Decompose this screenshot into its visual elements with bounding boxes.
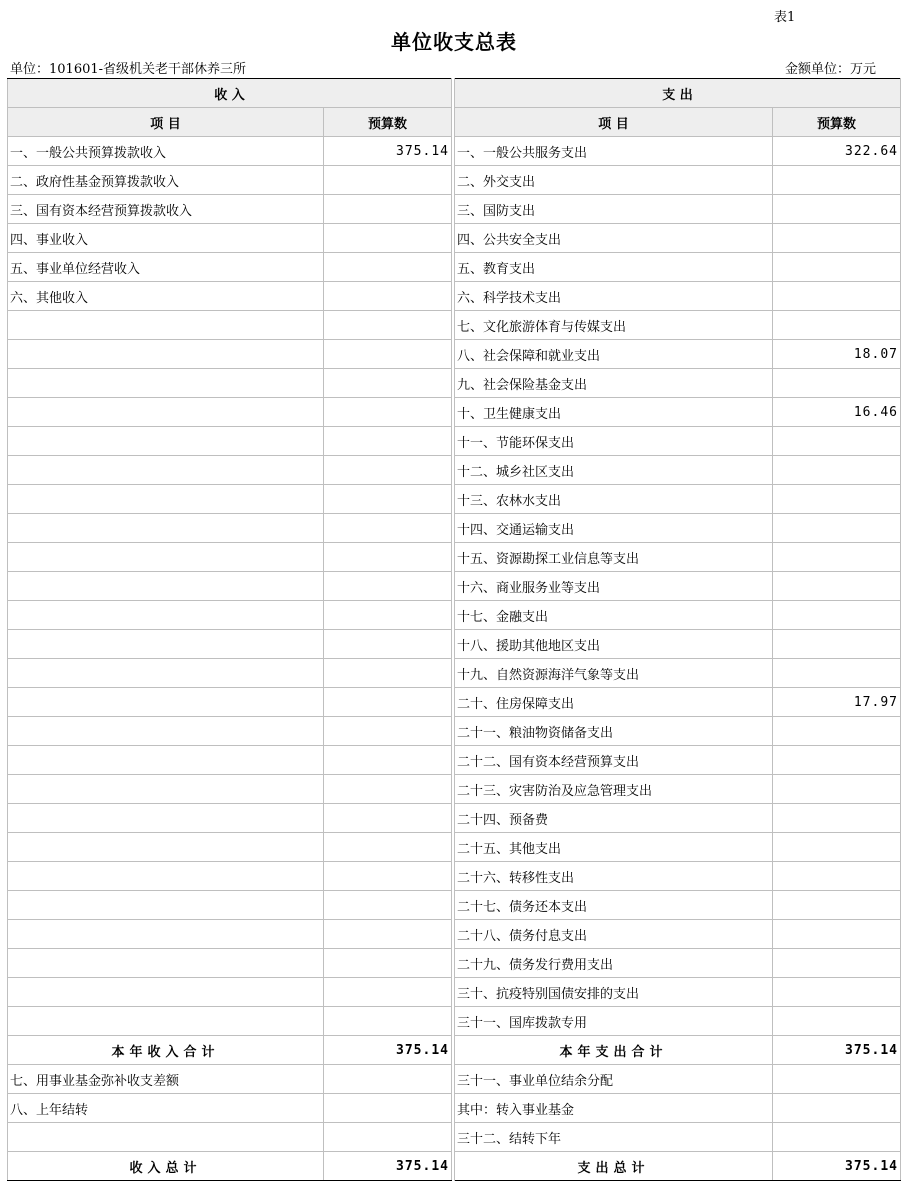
income-amount-cell <box>324 572 452 601</box>
income-item-cell <box>8 833 324 862</box>
expense-amount-cell: 18.07 <box>773 340 901 369</box>
expense-amount-cell <box>773 949 901 978</box>
income-amount-cell <box>324 514 452 543</box>
income-item-cell <box>8 485 324 514</box>
income-item-cell <box>8 572 324 601</box>
expense-amount-cell <box>773 775 901 804</box>
table-row <box>8 978 901 1007</box>
expense-amount-cell <box>773 1007 901 1036</box>
expense-amount-cell <box>773 804 901 833</box>
table-row <box>8 659 901 688</box>
income-year-total-amount: 375.14 <box>324 1036 452 1065</box>
expense-amount-cell: 16.46 <box>773 398 901 427</box>
year-total-row <box>8 1036 901 1065</box>
table-row <box>8 688 901 717</box>
expense-item-cell: 十四、交通运输支出 <box>455 514 773 543</box>
income-amount-cell <box>324 949 452 978</box>
income-item-cell: 二、政府性基金预算拨款收入 <box>8 166 324 195</box>
table-row <box>8 804 901 833</box>
income-item-cell: 六、其他收入 <box>8 282 324 311</box>
income-amount-cell: 375.14 <box>324 137 452 166</box>
income-amount-cell <box>324 195 452 224</box>
table-row <box>8 137 901 166</box>
income-item-cell: 一、一般公共预算拨款收入 <box>8 137 324 166</box>
expense-amount-cell <box>773 833 901 862</box>
table-row <box>8 166 901 195</box>
income-item-cell <box>8 746 324 775</box>
income-year-total-label: 本年收入合计 <box>8 1036 324 1065</box>
income-amount-cell <box>324 862 452 891</box>
income-amount-cell <box>324 485 452 514</box>
income-amount-cell <box>324 920 452 949</box>
income-item-cell <box>8 978 324 1007</box>
table-row <box>8 340 901 369</box>
expense-amount-header: 预算数 <box>773 108 901 137</box>
expense-amount-cell <box>773 282 901 311</box>
income-item-cell <box>8 717 324 746</box>
expense-item-cell: 二十九、债务发行费用支出 <box>455 949 773 978</box>
expense-item-cell: 七、文化旅游体育与传媒支出 <box>455 311 773 340</box>
expense-item-cell: 三十一、国库拨款专用 <box>455 1007 773 1036</box>
table-row <box>8 746 901 775</box>
expense-amount-cell <box>773 572 901 601</box>
expense-amount-cell <box>773 195 901 224</box>
income-amount-cell <box>324 311 452 340</box>
expense-amount-cell <box>773 1065 901 1094</box>
expense-item-cell: 十七、金融支出 <box>455 601 773 630</box>
expense-item-cell: 十九、自然资源海洋气象等支出 <box>455 659 773 688</box>
expense-amount-cell <box>773 746 901 775</box>
table-row <box>8 949 901 978</box>
expense-amount-cell <box>773 920 901 949</box>
currency-unit-label: 金额单位：万元 <box>785 62 877 77</box>
section-header-row <box>8 79 901 108</box>
income-amount-cell <box>324 166 452 195</box>
expense-item-cell: 十、卫生健康支出 <box>455 398 773 427</box>
income-item-cell: 八、上年结转 <box>8 1094 324 1123</box>
income-grand-total-amount: 375.14 <box>324 1152 452 1181</box>
expense-amount-cell <box>773 166 901 195</box>
expense-item-cell: 三十、抗疫特别国债安排的支出 <box>455 978 773 1007</box>
table-row <box>8 601 901 630</box>
table-row <box>8 891 901 920</box>
income-item-cell <box>8 688 324 717</box>
table-row <box>8 427 901 456</box>
table-row <box>8 630 901 659</box>
expense-grand-total-label: 支出总计 <box>455 1152 773 1181</box>
expense-item-cell: 二十二、国有资本经营预算支出 <box>455 746 773 775</box>
income-item-cell <box>8 398 324 427</box>
expense-item-cell: 二十三、灾害防治及应急管理支出 <box>455 775 773 804</box>
income-amount-cell <box>324 688 452 717</box>
income-amount-cell <box>324 804 452 833</box>
income-item-cell <box>8 601 324 630</box>
expense-amount-cell <box>773 253 901 282</box>
expense-amount-cell <box>773 1094 901 1123</box>
table-row <box>8 775 901 804</box>
expense-amount-cell <box>773 978 901 1007</box>
expense-amount-cell <box>773 456 901 485</box>
income-item-cell <box>8 427 324 456</box>
expense-amount-cell <box>773 717 901 746</box>
expense-item-cell: 其中：转入事业基金 <box>455 1094 773 1123</box>
expense-amount-cell <box>773 891 901 920</box>
income-amount-cell <box>324 253 452 282</box>
income-amount-cell <box>324 717 452 746</box>
column-header-row <box>8 108 901 137</box>
income-amount-cell <box>324 1094 452 1123</box>
income-item-cell <box>8 1123 324 1152</box>
expense-amount-cell <box>773 1123 901 1152</box>
expense-amount-cell <box>773 543 901 572</box>
income-amount-cell <box>324 456 452 485</box>
expense-item-cell: 六、科学技术支出 <box>455 282 773 311</box>
expense-item-cell: 二十八、债务付息支出 <box>455 920 773 949</box>
income-amount-cell <box>324 833 452 862</box>
expense-amount-cell <box>773 485 901 514</box>
income-amount-cell <box>324 601 452 630</box>
table-row <box>8 398 901 427</box>
income-item-cell: 四、事业收入 <box>8 224 324 253</box>
expense-amount-cell <box>773 514 901 543</box>
income-item-cell <box>8 543 324 572</box>
expense-item-cell: 三十一、事业单位结余分配 <box>455 1065 773 1094</box>
income-amount-cell <box>324 369 452 398</box>
expense-amount-cell <box>773 630 901 659</box>
table-row <box>8 572 901 601</box>
income-item-cell: 七、用事业基金弥补收支差额 <box>8 1065 324 1094</box>
expense-item-cell: 十一、节能环保支出 <box>455 427 773 456</box>
expense-item-cell: 十二、城乡社区支出 <box>455 456 773 485</box>
expense-item-cell: 五、教育支出 <box>455 253 773 282</box>
expense-item-cell: 十八、援助其他地区支出 <box>455 630 773 659</box>
income-amount-cell <box>324 282 452 311</box>
table-row <box>8 1123 901 1152</box>
table-row <box>8 456 901 485</box>
income-item-cell <box>8 630 324 659</box>
unit-label: 单位：101601-省级机关老干部休养三所 <box>10 62 247 77</box>
income-item-cell <box>8 1007 324 1036</box>
expense-amount-cell <box>773 427 901 456</box>
expense-amount-cell: 17.97 <box>773 688 901 717</box>
income-item-cell <box>8 340 324 369</box>
table-row <box>8 543 901 572</box>
income-item-cell <box>8 920 324 949</box>
expense-item-cell: 二十四、预备费 <box>455 804 773 833</box>
income-item-cell: 五、事业单位经营收入 <box>8 253 324 282</box>
expense-grand-total-amount: 375.14 <box>773 1152 901 1181</box>
income-amount-cell <box>324 224 452 253</box>
income-amount-cell <box>324 398 452 427</box>
expense-amount-cell <box>773 311 901 340</box>
table-row <box>8 311 901 340</box>
expense-item-cell: 三、国防支出 <box>455 195 773 224</box>
table-row <box>8 862 901 891</box>
income-grand-total-label: 收入总计 <box>8 1152 324 1181</box>
expense-amount-cell <box>773 862 901 891</box>
expense-amount-cell <box>773 659 901 688</box>
expense-year-total-amount: 375.14 <box>773 1036 901 1065</box>
income-amount-cell <box>324 1065 452 1094</box>
income-item-cell <box>8 311 324 340</box>
income-item-cell <box>8 804 324 833</box>
income-amount-cell <box>324 891 452 920</box>
income-item-cell <box>8 891 324 920</box>
table-row <box>8 282 901 311</box>
income-item-cell <box>8 456 324 485</box>
expense-item-header: 项 目 <box>455 108 773 137</box>
income-item-cell <box>8 369 324 398</box>
income-amount-cell <box>324 427 452 456</box>
table-row <box>8 1007 901 1036</box>
expense-item-cell: 二十七、债务还本支出 <box>455 891 773 920</box>
table-number: 表1 <box>774 10 796 25</box>
expense-item-cell: 八、社会保障和就业支出 <box>455 340 773 369</box>
expense-item-cell: 一、一般公共服务支出 <box>455 137 773 166</box>
table-row <box>8 253 901 282</box>
table-row <box>8 485 901 514</box>
expense-item-cell: 二十一、粮油物资储备支出 <box>455 717 773 746</box>
income-amount-cell <box>324 1007 452 1036</box>
income-amount-cell <box>324 630 452 659</box>
expense-item-cell: 十五、资源勘探工业信息等支出 <box>455 543 773 572</box>
income-item-cell: 三、国有资本经营预算拨款收入 <box>8 195 324 224</box>
expense-item-cell: 十三、农林水支出 <box>455 485 773 514</box>
income-amount-cell <box>324 1123 452 1152</box>
expense-amount-cell <box>773 601 901 630</box>
expense-item-cell: 二十六、转移性支出 <box>455 862 773 891</box>
table-row <box>8 514 901 543</box>
table-row <box>8 224 901 253</box>
grand-total-row <box>8 1152 901 1181</box>
income-item-cell <box>8 514 324 543</box>
expense-item-cell: 四、公共安全支出 <box>455 224 773 253</box>
table-row <box>8 1065 901 1094</box>
income-item-cell <box>8 775 324 804</box>
income-amount-cell <box>324 978 452 1007</box>
table-row <box>8 717 901 746</box>
income-amount-cell <box>324 340 452 369</box>
expense-amount-cell <box>773 369 901 398</box>
expense-amount-cell <box>773 224 901 253</box>
expense-item-cell: 二、外交支出 <box>455 166 773 195</box>
income-item-cell <box>8 659 324 688</box>
table-row <box>8 920 901 949</box>
budget-summary-table <box>7 78 901 1181</box>
income-item-header: 项 目 <box>8 108 324 137</box>
expense-item-cell: 十六、商业服务业等支出 <box>455 572 773 601</box>
income-amount-cell <box>324 543 452 572</box>
table-row <box>8 833 901 862</box>
income-amount-cell <box>324 775 452 804</box>
expense-item-cell: 二十五、其他支出 <box>455 833 773 862</box>
page-title: 单位收支总表 <box>391 30 517 54</box>
expense-item-cell: 三十二、结转下年 <box>455 1123 773 1152</box>
expense-section-header: 支 出 <box>455 79 901 108</box>
table-row <box>8 1094 901 1123</box>
expense-item-cell: 九、社会保险基金支出 <box>455 369 773 398</box>
expense-amount-cell: 322.64 <box>773 137 901 166</box>
income-amount-header: 预算数 <box>324 108 452 137</box>
income-item-cell <box>8 949 324 978</box>
income-amount-cell <box>324 746 452 775</box>
table-row <box>8 369 901 398</box>
income-section-header: 收 入 <box>8 79 452 108</box>
income-item-cell <box>8 862 324 891</box>
income-amount-cell <box>324 659 452 688</box>
expense-item-cell: 二十、住房保障支出 <box>455 688 773 717</box>
table-row <box>8 195 901 224</box>
expense-year-total-label: 本年支出合计 <box>455 1036 773 1065</box>
